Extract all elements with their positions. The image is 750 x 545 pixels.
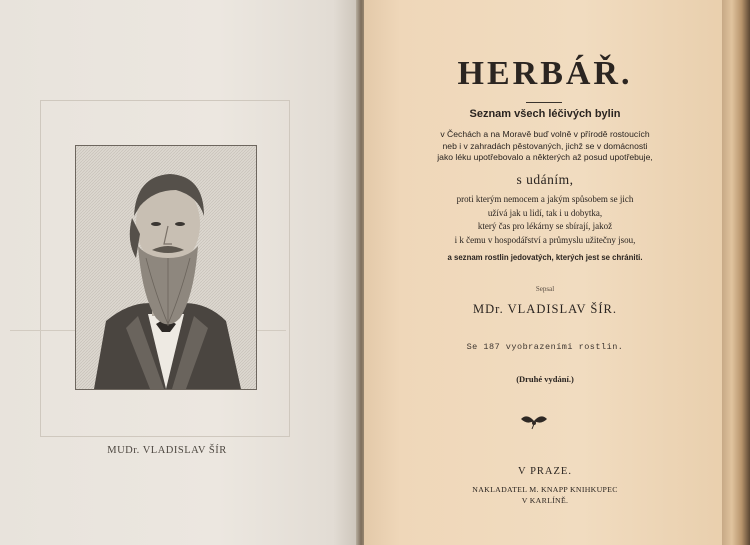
- description-line: neb i v zahradách pěstovaných, jichž se v domácnosti: [442, 140, 648, 151]
- leaf-ornament-icon: [519, 412, 549, 430]
- illustrations-line: Se 187 vyobrazeními rostlin.: [466, 342, 624, 352]
- sepsal-label: Sepsal: [535, 285, 555, 293]
- book-title: HERBÁŘ.: [457, 55, 633, 92]
- paragraph-line: i k čemu v hospodářství a průmyslu užitečny jsou,: [454, 234, 636, 245]
- description-line: jako léku upotřebovalo a některých až posud upotřebuje,: [437, 152, 653, 162]
- poison-note: a seznam rostlin jedovatých, kterých jest se chrániti.: [447, 253, 643, 262]
- author-portrait: [75, 145, 257, 390]
- title-rule: [526, 102, 562, 103]
- publisher-line: NAKLADATEL M. KNAPP KNIHKUPEC: [472, 485, 618, 494]
- edition-label: (Druhé vydání.): [516, 374, 574, 384]
- paragraph-line: který čas pro lékárny se sbírají, jakož: [477, 221, 613, 231]
- udanim-heading: s udáním,: [516, 172, 574, 187]
- paragraph-line: užívá jak u lidí, tak i u dobytka,: [487, 207, 603, 218]
- book-subtitle: Seznam všech léčivých bylin: [469, 108, 621, 120]
- description-line: v Čechách a na Moravě buď volně v přírodě rostoucích: [440, 129, 650, 139]
- usage-paragraph: [364, 193, 726, 247]
- author-name: MDr. VLADISLAV ŠÍR.: [472, 302, 618, 316]
- publication-city: V PRAZE.: [518, 466, 572, 477]
- publisher-line: V KARLÍNĚ.: [521, 496, 569, 505]
- page-edges: [722, 0, 750, 545]
- paragraph-line: proti kterým nemocem a jakým spůsobem se jich: [456, 194, 634, 204]
- publisher-block: [364, 484, 726, 506]
- portrait-caption: MUDr. VLADISLAV ŠÍR: [107, 445, 227, 456]
- description-block: [364, 129, 726, 164]
